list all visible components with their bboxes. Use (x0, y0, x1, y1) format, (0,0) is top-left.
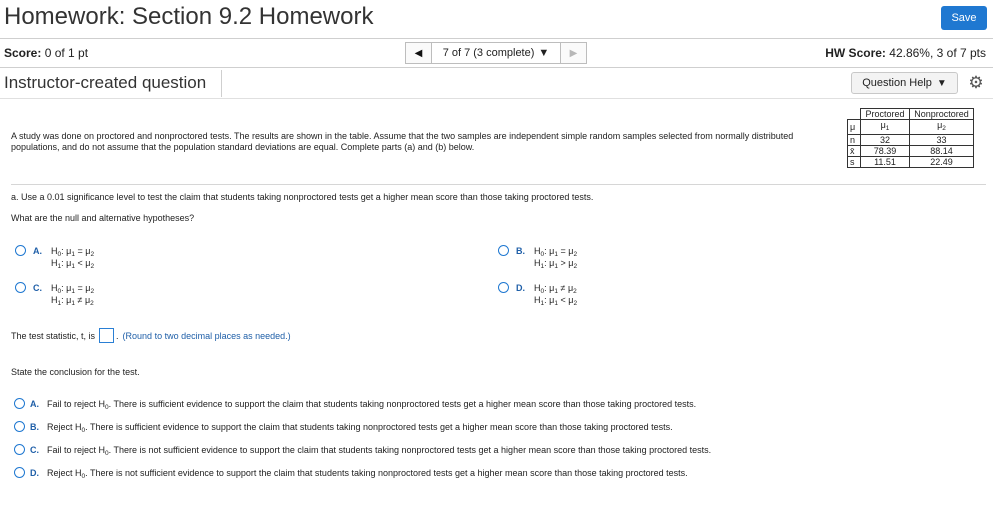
question-position: 7 of 7 (3 complete) (442, 47, 535, 59)
question-bar (0, 68, 993, 98)
table-cell: 11.51 (861, 157, 910, 168)
option-letter: B. (30, 422, 39, 432)
data-table (847, 108, 974, 168)
option-letter: D. (30, 468, 39, 478)
divider (0, 98, 993, 99)
radio-button[interactable] (15, 245, 26, 256)
table-row (848, 135, 974, 146)
previous-question-button[interactable] (405, 42, 432, 64)
caret-down-icon: ▼ (936, 77, 947, 89)
conclusion-prompt: State the conclusion for the test. (11, 367, 140, 377)
hw-score-value: 42.86%, 3 of 7 pts (889, 46, 986, 60)
period: . (116, 330, 119, 341)
table-cell: 22.49 (910, 157, 974, 168)
table-cell: $\mu_2$ (910, 120, 974, 135)
option-letter: D. (516, 283, 525, 293)
part-a-prompt: a. Use a 0.01 significance level to test the claim that students taking nonproctored tests get a higher mean score than those taking proctored tests. (11, 192, 594, 202)
table-header: Nonproctored (910, 109, 974, 120)
table-cell: 32 (861, 135, 910, 146)
radio-button[interactable] (14, 467, 25, 478)
score-bar (0, 39, 993, 67)
option-letter: B. (516, 246, 525, 256)
hw-score-label: HW Score: (825, 46, 886, 60)
question-navigator-dropdown[interactable] (432, 42, 560, 64)
question-help-button[interactable] (851, 72, 958, 94)
alternative-hypothesis: $H_1$: $\mu_1 < \mu_2$ (51, 258, 95, 270)
option-letter: A. (30, 399, 39, 409)
triangle-left-icon: ◀ (414, 47, 423, 59)
divider (221, 70, 222, 97)
question-help-label: Question Help (862, 77, 932, 89)
score (4, 46, 88, 60)
table-cell: 78.39 (861, 146, 910, 157)
table-row (848, 120, 974, 135)
table-row (848, 146, 974, 157)
caret-down-icon: ▼ (538, 47, 550, 59)
gear-icon[interactable]: ⚙ (968, 73, 984, 92)
option-letter: C. (30, 445, 39, 455)
table-header: Proctored (861, 109, 910, 120)
table-row (848, 157, 974, 168)
save-button[interactable]: Save (941, 6, 987, 30)
triangle-right-icon: ▶ (569, 47, 578, 59)
option-text: Fail to reject $H_0$. There is not sufficient evidence to support the claim that students taking nonproctored tests get a higher mean score than those taking proctored tests. (47, 445, 712, 457)
test-statistic-label: The test statistic, t, is (11, 330, 96, 341)
question-type-title: Instructor-created question (4, 73, 207, 92)
radio-button[interactable] (498, 282, 509, 293)
alternative-hypothesis: $H_1$: $\mu_1 \ne \mu_2$ (51, 295, 94, 307)
option-text: Reject $H_0$. There is sufficient evidence to support the claim that students taking nonproctored tests get a higher mean score than those taking proctored tests. (47, 422, 673, 434)
rounding-hint: (Round to two decimal places as needed.) (122, 330, 291, 341)
radio-button[interactable] (14, 398, 25, 409)
divider (11, 184, 986, 185)
table-corner (848, 109, 861, 120)
table-cell: 33 (910, 135, 974, 146)
table-cell: $\mu_1$ (861, 120, 910, 135)
null-hypothesis: $H_0$: $\mu_1 = \mu_2$ (534, 246, 578, 258)
alternative-hypothesis: $H_1$: $\mu_1 < \mu_2$ (534, 295, 578, 307)
row-label: n (848, 135, 861, 146)
null-hypothesis: $H_0$: $\mu_1 = \mu_2$ (51, 246, 95, 258)
null-hypothesis: $H_0$: $\mu_1 = \mu_2$ (51, 283, 95, 295)
option-letter: A. (33, 246, 42, 256)
test-statistic-row (11, 328, 291, 343)
row-label: μ (848, 120, 861, 135)
table-header-row (848, 109, 974, 120)
hw-score (825, 46, 986, 60)
option-text: Fail to reject $H_0$. There is sufficient evidence to support the claim that students taking nonproctored tests get a higher mean score than those taking proctored tests. (47, 399, 697, 411)
hypotheses-prompt: What are the null and alternative hypotheses? (11, 213, 195, 223)
radio-button[interactable] (15, 282, 26, 293)
score-value: 0 of 1 pt (44, 46, 89, 60)
alternative-hypothesis: $H_1$: $\mu_1 > \mu_2$ (534, 258, 578, 270)
radio-button[interactable] (14, 444, 25, 455)
next-question-button[interactable] (560, 42, 587, 64)
null-hypothesis: $H_0$: $\mu_1 \ne \mu_2$ (534, 283, 577, 295)
row-label: s (848, 157, 861, 168)
radio-button[interactable] (14, 421, 25, 432)
row-label: x̄ (848, 146, 861, 157)
title-bar (0, 0, 993, 38)
table-cell: 88.14 (910, 146, 974, 157)
option-text: Reject $H_0$. There is not sufficient evidence to support the claim that students taking nonproctored tests get a higher mean score than those taking proctored tests. (47, 468, 688, 480)
radio-button[interactable] (498, 245, 509, 256)
question-intro: A study was done on proctored and nonproctored tests. The results are shown in the table. Assume that the two samples are independent simple random samples selected from normally distributed populations, and do not assume that the population standard deviations are equal. Complete parts (a) and (b) below. (11, 131, 794, 152)
option-letter: C. (33, 283, 42, 293)
test-statistic-input[interactable] (99, 328, 114, 343)
score-label: Score: (4, 46, 42, 60)
page-title: Homework: Section 9.2 Homework (4, 3, 374, 30)
